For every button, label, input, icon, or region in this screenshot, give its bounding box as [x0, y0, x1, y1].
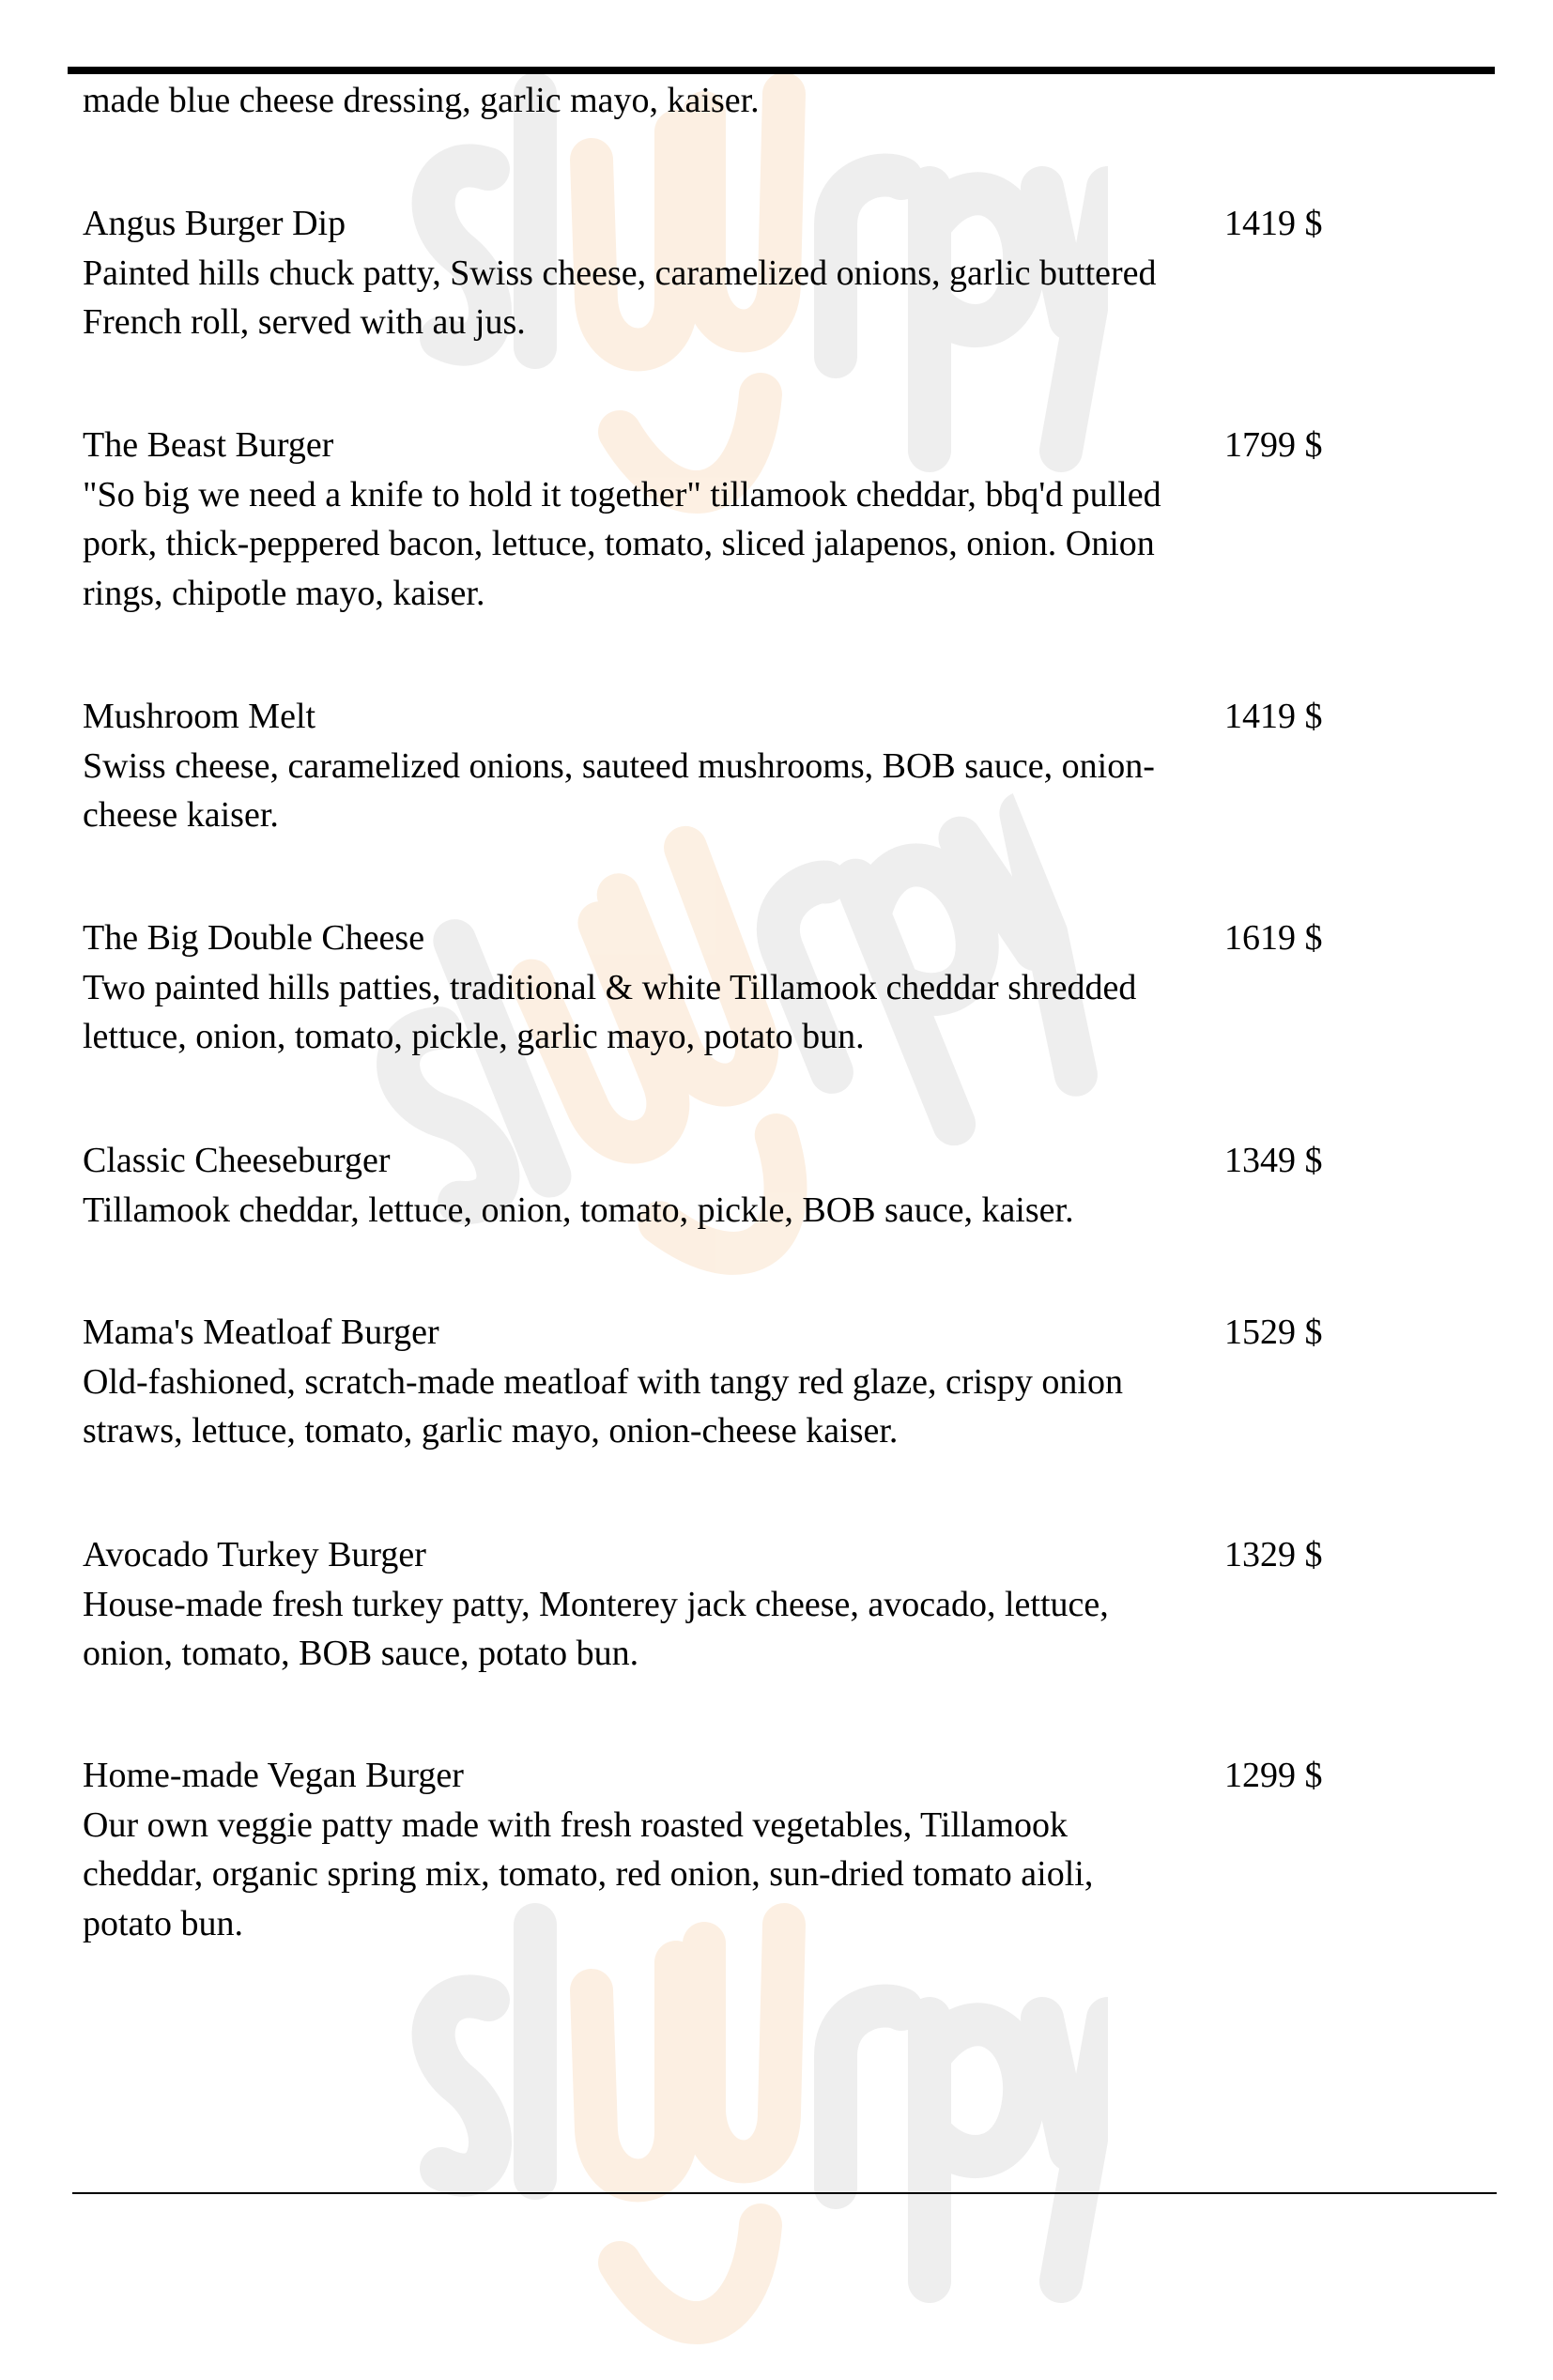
- item-description: House-made fresh turkey patty, Monterey jack cheese, avocado, lettuce, onion, tomato, BOB sauce, potato bun.: [83, 1584, 1109, 1673]
- bottom-divider: [72, 2192, 1497, 2194]
- item-header: [83, 1136, 1472, 1186]
- item-header: [83, 1751, 1472, 1801]
- item-description: Old-fashioned, scratch-made meatloaf with tangy red glaze, crispy onion straws, lettuce, tomato, garlic mayo, onion-cheese kaiser.: [83, 1361, 1123, 1451]
- item-header: [83, 199, 1472, 249]
- item-name: The Big Double Cheese: [83, 918, 425, 958]
- item-price: 1799 $: [1224, 425, 1323, 465]
- item-description: Swiss cheese, caramelized onions, sauteed mushrooms, BOB sauce, onion-cheese kaiser.: [83, 745, 1155, 835]
- item-name: Mushroom Melt: [83, 697, 316, 736]
- menu-item: [83, 692, 1472, 840]
- item-price: 1529 $: [1224, 1313, 1323, 1352]
- item-header: [83, 1308, 1472, 1358]
- item-price: 1419 $: [1224, 204, 1323, 243]
- item-name: Home-made Vegan Burger: [83, 1756, 464, 1795]
- item-description: Our own veggie patty made with fresh roasted vegetables, Tillamook cheddar, organic spring mix, tomato, red onion, sun-dried tomato aioli, potato bun.: [83, 1804, 1094, 1943]
- menu-item: [83, 421, 1472, 618]
- item-header: [83, 421, 1472, 470]
- menu-item: [83, 914, 1472, 1062]
- item-price: 1329 $: [1224, 1535, 1323, 1574]
- item-name: Angus Burger Dip: [83, 204, 346, 243]
- menu-item: [83, 1530, 1472, 1679]
- menu-item: [83, 1308, 1472, 1456]
- item-header: [83, 1530, 1472, 1580]
- item-name: The Beast Burger: [83, 425, 334, 465]
- item-description: Painted hills chuck patty, Swiss cheese, caramelized onions, garlic buttered French roll, served with au jus.: [83, 253, 1157, 342]
- item-header: [83, 692, 1472, 742]
- watermark-logo: [394, 1887, 1108, 2375]
- item-name: Classic Cheeseburger: [83, 1141, 391, 1180]
- item-description: Two painted hills patties, traditional & white Tillamook cheddar shredded lettuce, onion, tomato, pickle, garlic mayo, potato bun.: [83, 967, 1137, 1056]
- item-description: Tillamook cheddar, lettuce, onion, tomato, pickle, BOB sauce, kaiser.: [83, 1190, 1074, 1230]
- item-price: 1619 $: [1224, 918, 1323, 958]
- item-price: 1349 $: [1224, 1141, 1323, 1180]
- item-price: 1419 $: [1224, 697, 1323, 736]
- item-name: Avocado Turkey Burger: [83, 1535, 426, 1574]
- menu-item: [83, 1136, 1472, 1235]
- item-name: Mama's Meatloaf Burger: [83, 1313, 439, 1352]
- top-divider: [68, 67, 1495, 74]
- continued-description: made blue cheese dressing, garlic mayo, kaiser.: [83, 81, 760, 120]
- item-description: "So big we need a knife to hold it together" tillamook cheddar, bbq'd pulled pork, thick-peppered bacon, lettuce, tomato, sliced jalapenos, onion. Onion rings, chipotle mayo, kaiser.: [83, 474, 1161, 613]
- item-header: [83, 914, 1472, 963]
- item-price: 1299 $: [1224, 1756, 1323, 1795]
- menu-item: [83, 1751, 1472, 1948]
- watermark-logo-graphic: [394, 1887, 1108, 2375]
- menu-item: [83, 199, 1472, 347]
